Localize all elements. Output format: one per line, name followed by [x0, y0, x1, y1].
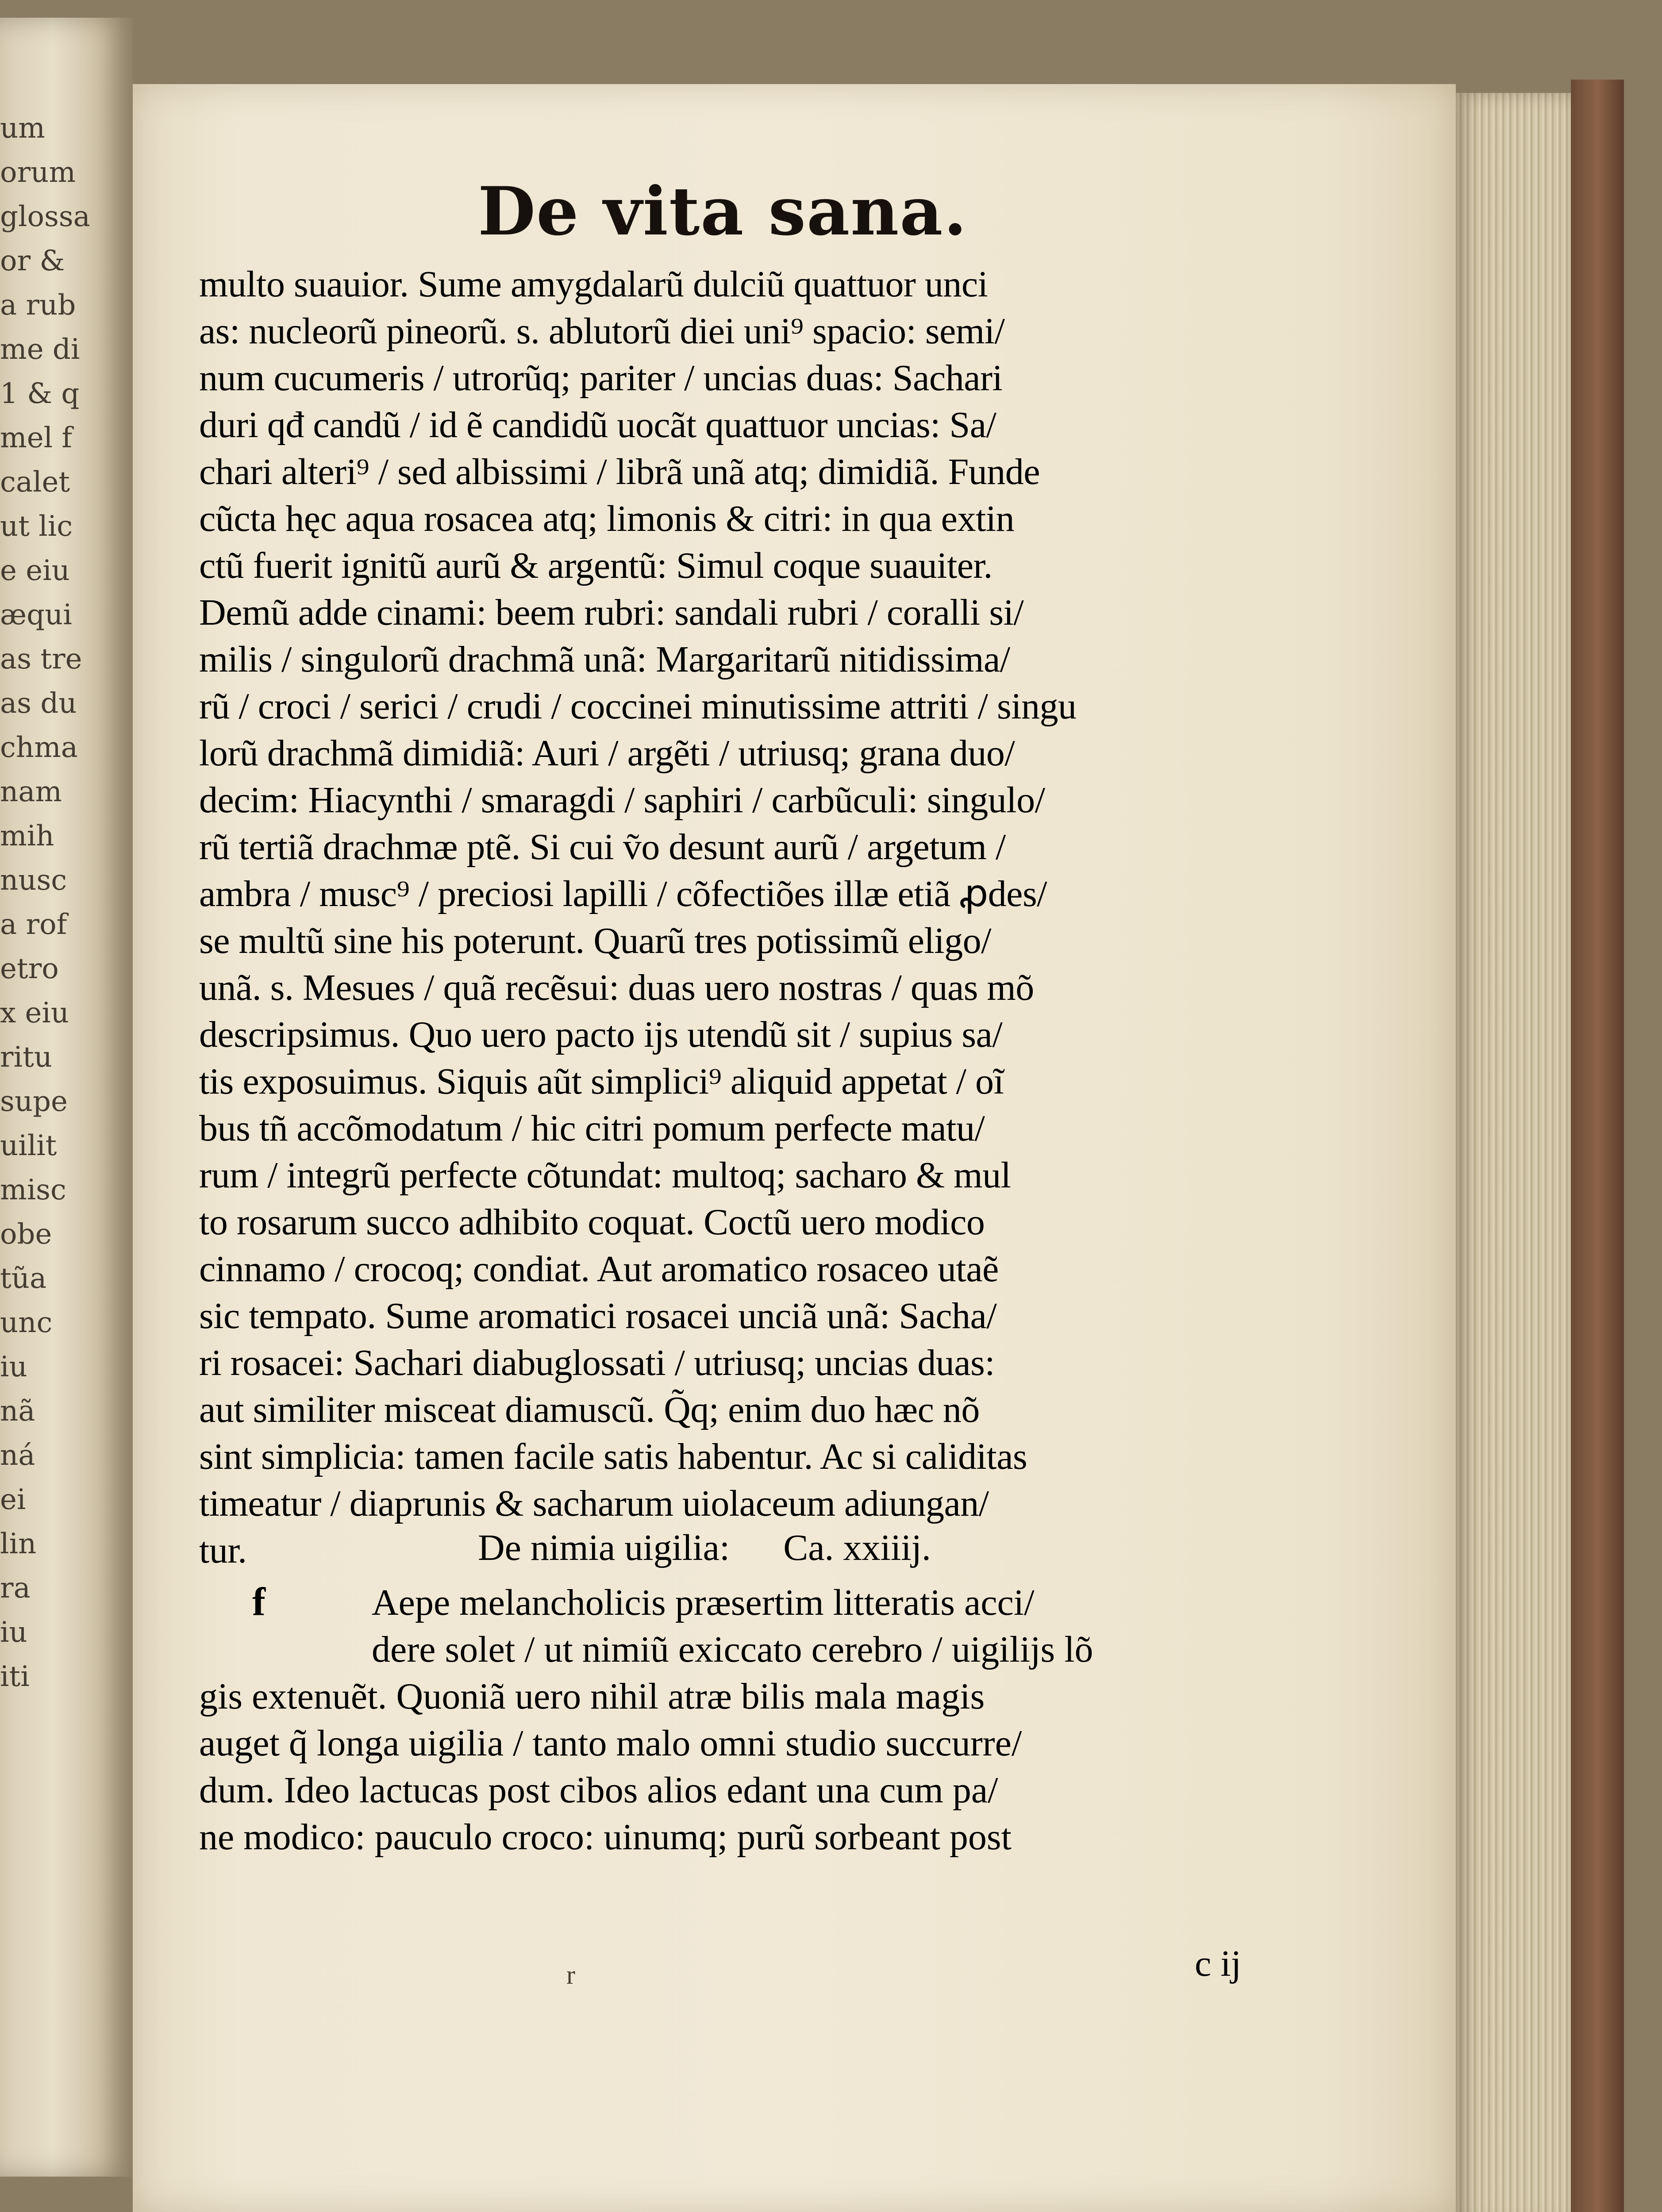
left-page-fragment: nã: [0, 1395, 35, 1428]
chapter-text: [199, 1579, 1314, 1861]
left-page-fragment: lin: [0, 1528, 37, 1560]
text-line: timeatur / diaprunis & sacharum uiolaceum adiungan/: [199, 1483, 989, 1524]
text-line: num cucumeris / utrorũq; pariter / uncias duas: Sachari: [199, 357, 1003, 399]
text-line: tur.: [199, 1530, 247, 1571]
chapter-text-line: auget q̃ longa uigilia / tanto malo omni studio succurre/: [199, 1723, 1022, 1764]
running-head: De vita sana.: [478, 173, 968, 250]
left-page-fragment: or &: [0, 245, 65, 277]
left-page-fragment: ritu: [0, 1041, 52, 1074]
left-page-fragment: 1 & q: [0, 377, 80, 410]
text-line: cũcta hęc aqua rosacea atq; limonis & citri: in qua extin: [199, 498, 1015, 539]
chapter-initial-letter: f: [252, 1580, 265, 1624]
signature-mark: c ij: [1195, 1943, 1241, 1984]
left-page-fragment: iu: [0, 1351, 27, 1383]
text-line: Demũ adde cinami: beem rubri: sandali rubri / coralli si/: [199, 592, 1024, 633]
left-page-fragment: me di: [0, 333, 80, 366]
text-line: unã. s. Mesues / quã recẽsui: duas uero nostras / quas mõ: [199, 967, 1034, 1008]
left-page-fragment: æqui: [0, 599, 72, 631]
left-page-fragment: chma: [0, 731, 78, 764]
left-page-fragment: uilit: [0, 1129, 57, 1162]
left-page-fragment: e eiu: [0, 554, 70, 587]
left-page-fragment: mih: [0, 820, 54, 853]
left-page-fragment: as du: [0, 687, 77, 720]
left-page-fragment: orum: [0, 156, 76, 189]
chapter-text-line: dum. Ideo lactucas post cibos alios edant una cum pa/: [199, 1770, 998, 1811]
chapter-title: De nimia uigilia:: [478, 1527, 730, 1568]
chapter-text-line: gis extenuẽt. Quoniã uero nihil atræ bilis mala magis: [199, 1676, 985, 1717]
left-page-fragments: [0, 106, 133, 1699]
text-line: lorũ drachmã dimidiã: Auri / argẽti / utriusq; grana duo/: [199, 733, 1015, 774]
body-text: [199, 261, 1314, 1574]
left-page-fragment: misc: [0, 1174, 66, 1206]
text-line: ri rosacei: Sachari diabuglossati / utriusq; uncias duas:: [199, 1342, 995, 1383]
text-line: ctũ fuerit ignitũ aurũ & argentũ: Simul coque suauiter.: [199, 545, 993, 586]
text-line: ambra / musc⁹ / preciosi lapilli / cõfectiões illæ etiã ꝓdes/: [199, 873, 1047, 914]
left-page-fragment: iu: [0, 1616, 27, 1649]
left-page-fragment: as tre: [0, 643, 82, 676]
text-line: rum / integrũ perfecte cõtundat: multoq; sacharo & mul: [199, 1155, 1011, 1196]
text-line: aut similiter misceat diamuscũ. Q̃q; enim duo hæc nõ: [199, 1389, 980, 1430]
left-page-fragment: ei: [0, 1483, 26, 1516]
book-cover-edge: [1571, 80, 1624, 2212]
chapter-heading: [478, 1526, 931, 1569]
left-page-fragment: calet: [0, 466, 70, 499]
text-line: to rosarum succo adhibito coquat. Coctũ uero modico: [199, 1202, 985, 1243]
text-line: multo suauior. Sume amygdalarũ dulciũ quattuor unci: [199, 264, 988, 305]
chapter-text-line: ne modico: pauculo croco: uinumq; purũ sorbeant post: [199, 1816, 1012, 1858]
left-page-fragment: supe: [0, 1085, 68, 1118]
text-line: se multũ sine his poterunt. Quarũ tres potissimũ eligo/: [199, 920, 991, 961]
text-line: chari alteri⁹ / sed albissimi / librã unã atq; dimidiã. Funde: [199, 451, 1040, 492]
text-line: sic tempato. Sume aromatici rosacei unciã unã: Sacha/: [199, 1295, 997, 1336]
text-line: decim: Hiacynthi / smaragdi / saphiri / carbũculi: singulo/: [199, 780, 1045, 821]
left-page-fragment: iti: [0, 1660, 30, 1693]
text-line: tis exposuimus. Siquis aũt simplici⁹ aliquid appetat / oĩ: [199, 1061, 1004, 1102]
left-page-fragment: unc: [0, 1306, 53, 1339]
text-line: rũ / croci / serici / crudi / coccinei minutissime attriti / singu: [199, 686, 1077, 727]
left-page-fragment: a rof: [0, 908, 67, 941]
text-line: rũ tertiã drachmæ ptẽ. Si cui ṽo desunt aurũ / argetum /: [199, 826, 1006, 868]
text-line: descripsimus. Quo uero pacto ijs utendũ sit / supius sa/: [199, 1014, 1003, 1055]
left-page-fragment: ut lic: [0, 510, 73, 543]
left-page-fragment: nam: [0, 776, 62, 808]
text-line: as: nucleorũ pineorũ. s. ablutorũ diei uni⁹ spacio: semi/: [199, 311, 1005, 352]
left-page-fragment: glossa: [0, 200, 90, 233]
left-page-fragment: um: [0, 112, 45, 145]
left-page-fragment: obe: [0, 1218, 52, 1251]
chapter-number: Ca. xxiiij.: [783, 1527, 931, 1568]
page-fore-edge: [1456, 93, 1571, 2212]
text-line: duri qđ candũ / id ẽ candidũ uocãt quattuor uncias: Sa/: [199, 404, 996, 445]
left-page-fragment: x eiu: [0, 997, 69, 1029]
book-page: [133, 84, 1456, 2212]
chapter-text-line: Aepe melancholicis præsertim litteratis acci/: [372, 1582, 1035, 1623]
text-line: bus tñ accõmodatum / hic citri pomum perfecte matu/: [199, 1108, 985, 1149]
chapter-text-line: dere solet / ut nimiũ exiccato cerebro / uigilijs lõ: [372, 1629, 1093, 1670]
left-page-fragment: ná: [0, 1439, 35, 1472]
left-facing-page-edge: [0, 18, 133, 2177]
stray-mark: r: [566, 1960, 575, 1989]
left-page-fragment: etro: [0, 952, 59, 985]
text-line: milis / singulorũ drachmã unã: Margaritarũ nitidissima/: [199, 639, 1010, 680]
text-line: sint simplicia: tamen facile satis habentur. Ac si caliditas: [199, 1436, 1027, 1477]
left-page-fragment: tũa: [0, 1262, 47, 1295]
left-page-fragment: mel f: [0, 422, 73, 454]
left-page-fragment: ra: [0, 1572, 31, 1605]
left-page-fragment: a rub: [0, 289, 76, 322]
left-page-fragment: nusc: [0, 864, 67, 897]
text-line: cinnamo / crocoq; condiat. Aut aromatico rosaceo utaẽ: [199, 1248, 999, 1290]
